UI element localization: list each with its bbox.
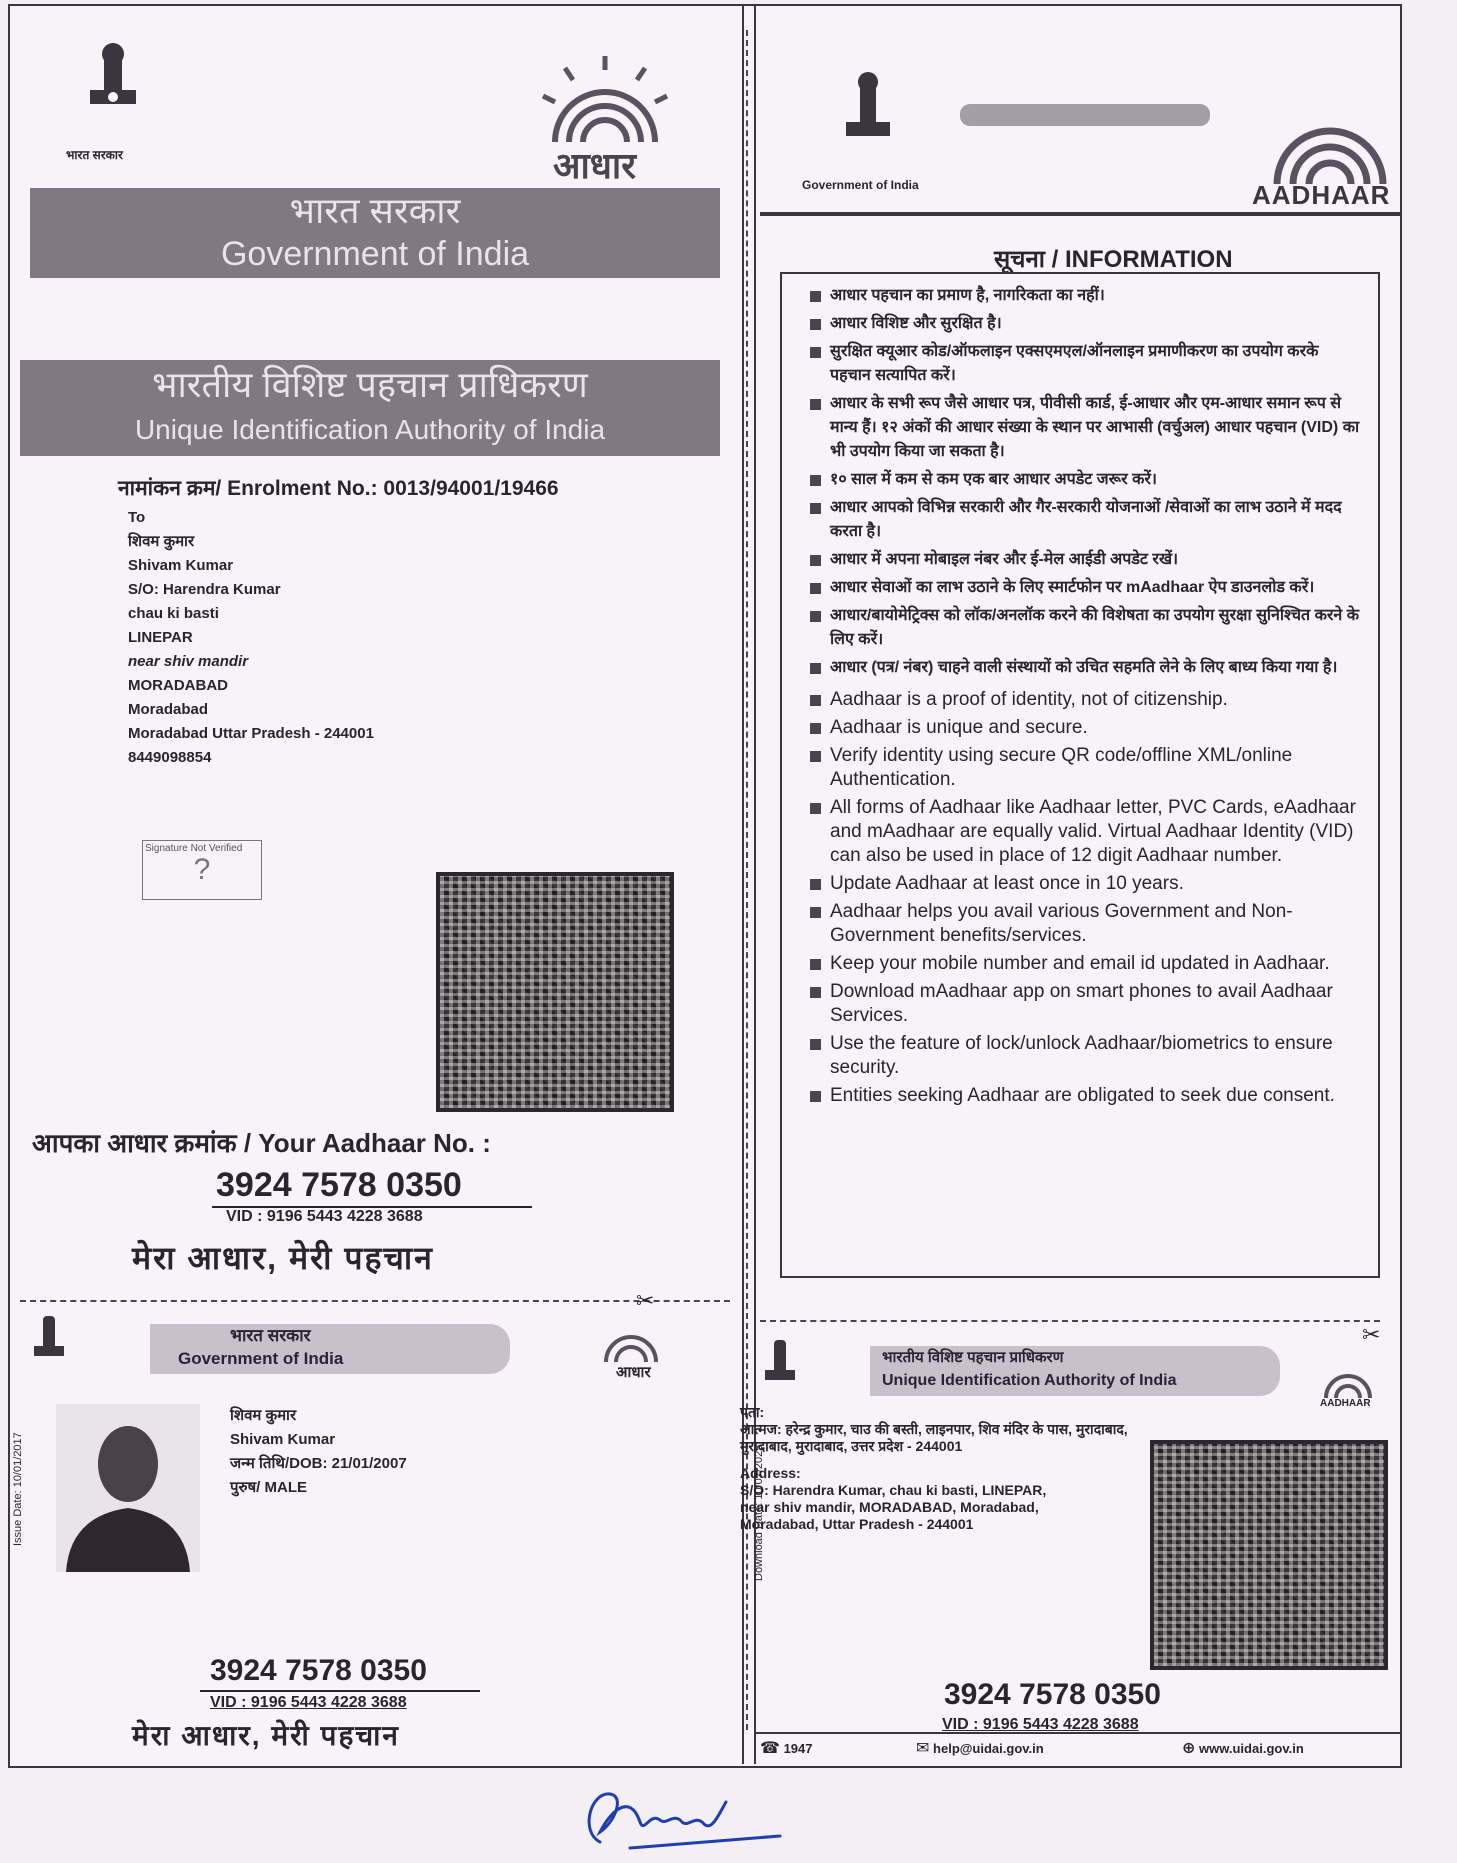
email <box>916 1738 1044 1758</box>
card-number-underline <box>200 1690 480 1692</box>
gov-band <box>30 188 720 278</box>
question-mark-icon: ? <box>193 853 211 886</box>
aadhaar-logo-text: आधार <box>553 145 636 186</box>
aadhaar-number-label: आपका आधार क्रमांक / Your Aadhaar No. : <box>32 1128 491 1158</box>
address-hindi: आत्मज: हरेन्द्र कुमार, चाउ की बस्ती, लाइनपार, शिव मंदिर के पास, मुरादाबाद, मुरादाबाद, मुरादाबाद, उत्तर प्रदेश - 244001 <box>740 1421 1128 1454</box>
gov-band-english: Government of India <box>220 235 530 273</box>
national-emblem-icon <box>78 40 148 132</box>
holder-photo <box>56 1404 200 1572</box>
email-address: help@uidai.gov.in <box>933 1741 1044 1756</box>
address-line: Moradabad <box>128 701 209 718</box>
address-line: To <box>128 509 146 526</box>
address-line: 8449098854 <box>128 749 212 766</box>
list-item: आधार विशिष्ट और सुरक्षित है। <box>808 312 1362 336</box>
address-line: S/O: Harendra Kumar <box>128 581 281 598</box>
emblem-caption: भारत सरकार <box>66 148 123 162</box>
address-line: शिवम कुमार <box>128 533 195 550</box>
website <box>1182 1738 1304 1758</box>
recipient-address <box>128 506 374 770</box>
list-item: आधार में अपना मोबाइल नंबर और ई-मेल आईडी अपडेट रखें। <box>808 548 1362 572</box>
card-tagline: मेरा आधार, मेरी पहचान <box>132 1720 400 1751</box>
address-line: near shiv mandir <box>128 653 249 670</box>
tagline: मेरा आधार, मेरी पहचान <box>132 1240 434 1276</box>
list-item: आधार आपको विभिन्न सरकारी और गैर-सरकारी योजनाओं /सेवाओं का लाभ उठाने में मदद करता है। <box>808 496 1362 544</box>
info-title: सूचना / INFORMATION <box>994 246 1233 273</box>
list-item: आधार पहचान का प्रमाण है, नागरिकता का नहीं। <box>808 284 1362 308</box>
english-info-list <box>808 688 1362 1108</box>
card-uidai-hindi: भारतीय विशिष्ट पहचान प्राधिकरण <box>882 1349 1064 1366</box>
card-gov-band <box>150 1324 510 1374</box>
list-item: आधार (पत्र/ नंबर) चाहने वाली संस्थायों को उचित सहमति लेने के लिए बाध्य किया गया है। <box>808 656 1362 680</box>
issue-date: Issue Date: 10/01/2017 <box>12 1432 24 1546</box>
national-emblem-icon <box>30 1312 68 1368</box>
card-gov-english: Government of India <box>178 1349 344 1368</box>
left-cut-line <box>20 1300 730 1302</box>
scissors-icon: ✂ <box>636 1288 655 1313</box>
enrolment-number: नामांकन क्रम/ Enrolment No.: 0013/94001/19466 <box>118 477 559 500</box>
address-english-label: Address: <box>740 1465 801 1481</box>
address-english: S/O: Harendra Kumar, chau ki basti, LINEPAR, near shiv mandir, MORADABAD, Moradabad, Moradabad, Uttar Pradesh - 244001 <box>740 1482 1047 1532</box>
holder-name-hindi: शिवम कुमार <box>230 1407 297 1424</box>
redacted-header-mark <box>960 104 1210 126</box>
scissors-icon: ✂ <box>1362 1322 1381 1347</box>
list-item: All forms of Aadhaar like Aadhaar letter, PVC Cards, eAadhaar and mAadhaar are equally valid. Virtual Aadhaar Identity (VID) can also be used in place of 12 digit Aadhaar number. <box>808 796 1362 868</box>
aadhaar-logo-text: AADHAAR <box>1252 180 1391 210</box>
globe-icon: ⊕ <box>1182 1740 1196 1757</box>
address-line: Shivam Kumar <box>128 557 234 574</box>
list-item: Verify identity using secure QR code/offline XML/online Authentication. <box>808 744 1362 792</box>
address-line: chau ki basti <box>128 605 219 622</box>
header-rule <box>760 212 1400 216</box>
uidai-band <box>20 360 720 456</box>
holder-name-english: Shivam Kumar <box>230 1431 336 1448</box>
holder-dob: जन्म तिथि/DOB: 21/01/2007 <box>230 1455 407 1472</box>
list-item: Aadhaar is unique and secure. <box>808 716 1362 740</box>
helpline <box>760 1738 812 1758</box>
signature-stamp <box>142 840 262 900</box>
card-vid: VID : 9196 5443 4228 3688 <box>942 1716 1139 1733</box>
card-uidai-band <box>870 1346 1280 1396</box>
national-emblem-icon <box>760 1336 800 1392</box>
handwritten-signature <box>570 1772 790 1858</box>
footer-rule <box>754 1732 1400 1734</box>
list-item: Download mAadhaar app on smart phones to avail Aadhaar Services. <box>808 980 1362 1028</box>
download-date: Download Date: 10/07/2025 <box>753 1444 765 1581</box>
aadhaar-logo-icon <box>596 1324 666 1364</box>
helpline-number: 1947 <box>783 1741 813 1756</box>
card-uidai-english: Unique Identification Authority of India <box>882 1372 1177 1389</box>
list-item: आधार/बायोमेट्रिक्स को लॉक/अनलॉक करने की विशेषता का उपयोग सुरक्षा सुनिश्चित करने के लिए करें। <box>808 604 1362 652</box>
qr-code <box>1150 1440 1388 1670</box>
address-line: MORADABAD <box>128 677 228 694</box>
aadhaar-logo-icon <box>1318 1362 1378 1400</box>
card-gov-hindi: भारत सरकार <box>230 1326 311 1345</box>
aadhaar-number: 3924 7578 0350 <box>216 1166 462 1204</box>
list-item: Keep your mobile number and email id updated in Aadhaar. <box>808 952 1362 976</box>
address-line: Moradabad Uttar Pradesh - 244001 <box>128 725 374 742</box>
website-url: www.uidai.gov.in <box>1199 1741 1304 1756</box>
list-item: Use the feature of lock/unlock Aadhaar/biometrics to ensure security. <box>808 1032 1362 1080</box>
card-holder-details <box>230 1404 407 1500</box>
gov-band-hindi: भारत सरकार <box>289 190 461 231</box>
mail-icon: ✉ <box>916 1740 930 1757</box>
right-cut-line <box>760 1320 1380 1322</box>
uidai-band-english: Unique Identification Authority of India <box>134 414 606 445</box>
card-vid: VID : 9196 5443 4228 3688 <box>210 1694 407 1711</box>
uidai-band-hindi: भारतीय विशिष्ट पहचान प्राधिकरण <box>152 364 588 405</box>
aadhaar-logo-text: AADHAAR <box>1320 1398 1371 1409</box>
address-line: LINEPAR <box>128 629 193 646</box>
list-item: आधार के सभी रूप जैसे आधार पत्र, पीवीसी कार्ड, ई-आधार और एम-आधार समान रूप से मान्य हैं। १२ अंकों की आधार संख्या के स्थान पर आभासी (वर्चुअल) आधार पहचान (VID) का भी उपयोग किया जा सकता है। <box>808 392 1362 464</box>
list-item: Aadhaar helps you avail various Government and Non- Government benefits/services. <box>808 900 1362 948</box>
aadhaar-logo-text: आधार <box>616 1364 651 1381</box>
holder-gender: पुरुष/ MALE <box>230 1479 307 1496</box>
signature-stamp-text: Signature Not Verified <box>145 843 243 854</box>
qr-code <box>436 872 674 1112</box>
list-item: Update Aadhaar at least once in 10 years. <box>808 872 1362 896</box>
national-emblem-icon <box>838 68 898 158</box>
list-item: Entities seeking Aadhaar are obligated to seek due consent. <box>808 1084 1362 1108</box>
list-item: आधार सेवाओं का लाभ उठाने के लिए स्मार्टफोन पर mAadhaar ऐप डाउनलोड करें। <box>808 576 1362 600</box>
card-aadhaar-number: 3924 7578 0350 <box>210 1654 427 1687</box>
vid-number: VID : 9196 5443 4228 3688 <box>226 1208 423 1225</box>
card-aadhaar-number: 3924 7578 0350 <box>944 1678 1161 1711</box>
list-item: सुरक्षित क्यूआर कोड/ऑफलाइन एक्सएमएल/ऑनलाइन प्रमाणीकरण का उपयोग करके पहचान सत्यापित करें। <box>808 340 1362 388</box>
aadhaar-logo-icon <box>1255 92 1405 192</box>
card-address-block <box>740 1404 1130 1533</box>
list-item: १० साल में कम से कम एक बार आधार अपडेट जरूर करें। <box>808 468 1362 492</box>
hindi-info-list <box>808 284 1362 680</box>
information-box <box>780 272 1380 1278</box>
list-item: Aadhaar is a proof of identity, not of citizenship. <box>808 688 1362 712</box>
phone-icon: ☎ <box>760 1740 780 1757</box>
address-hindi-label: पता: <box>740 1404 765 1420</box>
emblem-caption: Government of India <box>802 178 919 192</box>
